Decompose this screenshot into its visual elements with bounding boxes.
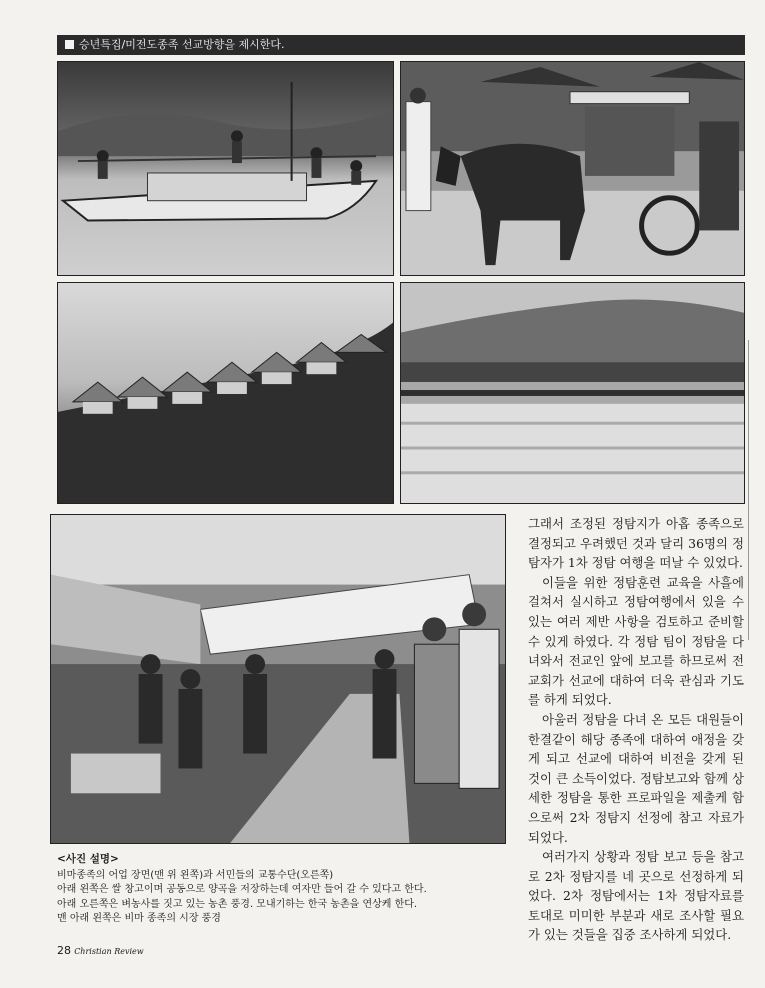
page-number: 28 xyxy=(57,944,71,957)
section-header-bar xyxy=(57,35,745,55)
page-edge-line xyxy=(748,340,749,640)
photo-horse-cart xyxy=(400,61,745,276)
photo-rice-storehouses xyxy=(57,282,394,504)
caption-line: 아래 오른쪽은 벼농사를 짓고 있는 농촌 풍경. 모내기하는 한국 농촌을 연상케 한다. xyxy=(57,898,418,910)
photo-market xyxy=(50,514,506,844)
article-paragraph: 이들을 위한 정탐훈련 교육을 사흘에 걸쳐서 실시하고 정탐여행에서 있을 수 있는 여러 제반 사항을 검토하고 준비할 수 있게 하였다. 각 정탐 팀이 정탐을 다녀와서 전교인 앞에 보고를 하므로써 전 교회가 선교에 대하여 더욱 관심과 기도를 하게 되었다. xyxy=(528,574,744,708)
photo-fishing-boat xyxy=(57,61,394,276)
page-footer xyxy=(57,944,144,957)
magazine-name: Christian Review xyxy=(74,947,144,956)
article-paragraph: 아울러 정탐을 다녀 온 모든 대원들이 한결같이 해당 종족에 대하여 애정을 갖게 되고 선교에 대하여 비전을 갖게 된 것이 큰 소득이었다. 정탐보고와 함께 상세한 정탐을 통한 프로파일을 제출케 함으로써 2차 정탐지 선정에 참고 자료가 되었다. xyxy=(528,711,744,845)
caption-title: <사진 설명> xyxy=(57,853,119,865)
article-body xyxy=(528,514,744,945)
caption-line: 맨 아래 왼쪽은 비마 종족의 시장 풍경 xyxy=(57,913,221,924)
caption-line: 비마종족의 어업 장면(맨 위 왼쪽)과 서민들의 교통수단(오른쪽) xyxy=(57,869,334,881)
caption-line: 아래 왼쪽은 쌀 창고이며 공동으로 양곡을 저장하는데 여자만 들어 갈 수 있다고 한다. xyxy=(57,884,427,895)
section-header-title: 승년특집/미전도종족 선교방향을 제시한다. xyxy=(79,38,285,51)
article-paragraph: 그래서 조정된 정탐지가 아홉 종족으로 결정되고 우려했던 것과 달리 36명의 정탐자가 1차 정탐 여행을 떠날 수 있었다. xyxy=(528,516,744,571)
photo-rice-paddies xyxy=(400,282,745,504)
article-paragraph: 여러가지 상황과 정탐 보고 등을 참고로 2차 정탐지를 네 곳으로 선정하게 되었다. 2차 정탐에서는 1차 정탐자료를 토대로 미미한 부분과 새로 조사할 필요가 있는 것들을 집중 조사하게 되었다. xyxy=(528,849,744,943)
photo-caption xyxy=(57,852,517,927)
square-bullet-icon xyxy=(65,40,74,49)
